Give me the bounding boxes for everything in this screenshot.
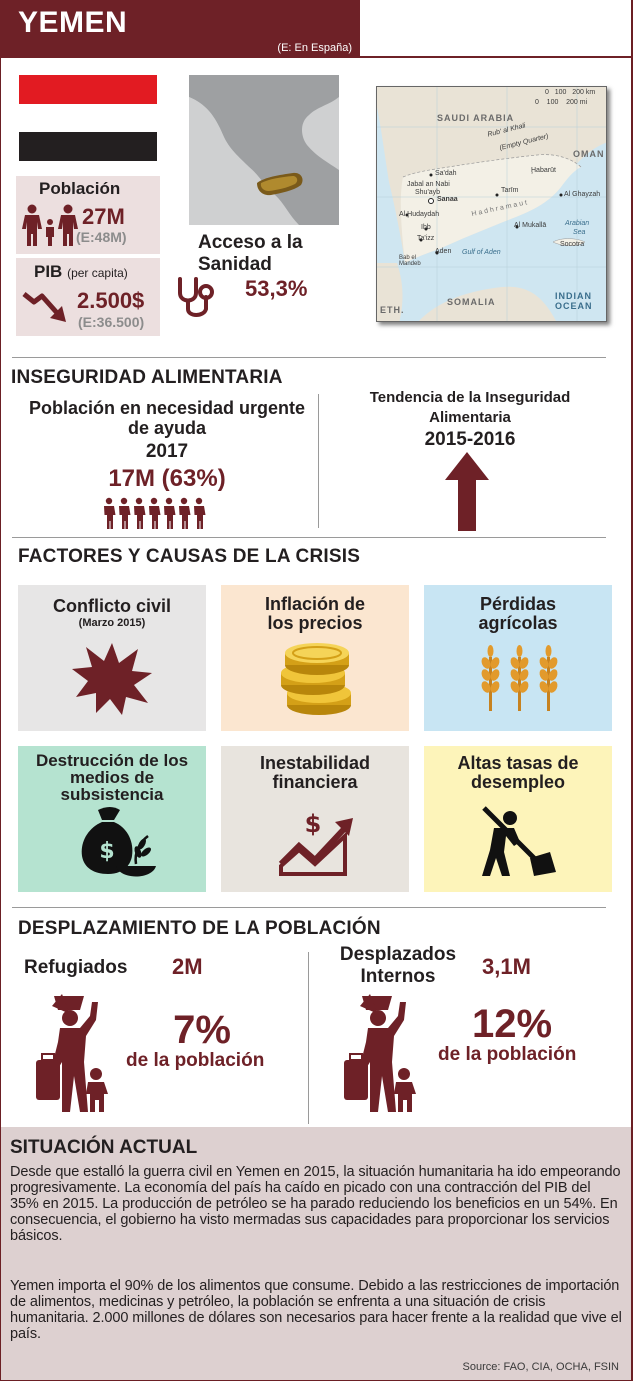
wheat-icon [480,643,560,711]
coins-icon [275,639,359,721]
svg-text:$: $ [304,810,322,838]
map-label-al-mukalla: Al Mukallā [514,222,547,229]
refugees-percent: 7% [173,1008,231,1052]
divider-displacement [12,907,606,908]
map-label-habarut: Ḩabarūt [531,167,556,174]
map-label-oman: OMAN [573,149,605,159]
yemen-flag [19,75,157,161]
gdp-value: 2.500$ [77,288,145,313]
factor-card-financial [221,746,409,892]
map-label-socotra: Socotra [560,241,585,248]
population-label: Población [39,179,121,198]
title-bar [0,0,360,58]
people-row-icon [103,497,211,529]
flag-stripe-white [19,104,157,133]
map-label-aden: Aden [435,248,452,255]
internal-percent: 12% [471,1002,553,1046]
refugees-label: Refugiados [24,957,128,978]
refugees-value: 2M [172,954,203,979]
money-bag-icon [76,806,158,884]
need-label: Población en necesidad urgente de ayuda [28,398,306,438]
factor-card-conflict [18,585,206,731]
map-label-empty-quarter: (Empty Quarter) [498,133,550,152]
map-label-saudi-arabia: SAUDI ARABIA [437,113,515,123]
divider-factors [12,537,606,538]
stethoscope-icon [174,275,222,321]
factor-label: Conflicto civil [52,596,171,616]
situation-paragraph-1: Desde que estalló la guerra civil en Yemen en 2015, la situación humanitaria ha ido empeorando progresivamente. La economía del país ha caído en picado con una contracción del PIB del 35% en 2015. La producción de petróleo se ha parado reduciendo los beneficios en un 54%. En consecuencia, el gobierno ha visto mermadas sus capacidades para proporcionar los servicios básicos. [10,1164,621,1244]
refugee-family-icon [32,992,116,1114]
displacement-section-title: DESPLAZAMIENTO DE LA POBLACIÓN [18,918,381,939]
map-label-sanaa: Sanaa [437,196,458,203]
map-label-tarim: Tarīm [501,187,519,194]
region-locator-map [189,75,339,225]
map-label-rub-al-khali: Rub' al Khali [486,122,527,139]
displaced-family-icon [340,992,424,1114]
factor-card-inflation [221,585,409,731]
trend-label: Tendencia de la Inseguridad Alimentaria [369,389,571,426]
page-title: YEMEN [18,6,128,39]
map-label-bab-el-mandeb: Bab el Mandeb [399,255,421,267]
factor-label: Altas tasas de desempleo [457,753,579,792]
flag-stripe-black [19,132,157,161]
map-label-ibb: Ibb [421,224,431,231]
situation-title: SITUACIÓN ACTUAL [10,1137,198,1158]
page-subtitle: (E: En España) [277,42,352,54]
source-note: Source: FAO, CIA, OCHA, FSIN [462,1361,619,1373]
gdp-box [16,258,160,336]
map-scale-km: 0 100 200 km [545,89,596,96]
trend-down-icon [22,288,72,328]
factor-label: Inestabilidad financiera [259,753,371,792]
gdp-label-suffix: (per capita) [67,266,128,280]
internal-percent-label: de la población [438,1044,577,1065]
factor-label: Destrucción de los medios de subsistencia [35,751,189,804]
svg-text:$: $ [99,839,115,864]
situation-panel [1,1127,631,1380]
arabian-peninsula-shape [189,75,339,225]
factor-label: Inflación de los precios [264,594,365,633]
divider-food [12,357,606,358]
map-label-hadhramaut: Hadhramaut [470,198,530,219]
map-label-ethiopia: ETH. [380,305,405,315]
arrow-up-icon [445,452,489,531]
internal-label: Desplazados Internos [339,944,457,987]
chart-dollar-icon [277,808,357,878]
header-divider [360,56,633,58]
map-label-sadah: Sa'dah [435,170,457,177]
food-vertical-divider [318,394,319,528]
map-label-taizz: Ta'izz [417,235,435,242]
factors-section-title: FACTORES Y CAUSAS DE LA CRISIS [18,546,361,567]
gdp-spain: (E:36.500) [78,314,145,330]
factor-sublabel: (Marzo 2015) [78,617,146,629]
factor-card-agriculture [424,585,612,731]
map-label-somalia: SOMALIA [447,297,496,307]
gdp-label: PIB (per capita) [34,262,128,281]
situation-paragraph-2: Yemen importa el 90% de los alimentos que consume. Debido a las restricciones de importación de alimentos, medicinas y petróleo, la población se enfrenta a una situación de crisis humanitaria. 2.000 millones de dólares son necesarios para hacer frente a la realidad que vive el país. [10,1278,622,1342]
population-spain: (E:48M) [76,229,127,245]
refugees-percent-label: de la población [126,1050,265,1071]
population-value: 27M [82,204,125,229]
explosion-icon [70,641,154,717]
internal-value: 3,1M [482,954,531,979]
worker-icon [480,806,560,878]
displacement-vertical-divider [308,952,309,1124]
map-label-arabian-sea: Arabian [565,220,590,227]
factor-card-livelihood [18,746,206,892]
factor-card-unemployment [424,746,612,892]
population-box [16,176,160,254]
map-label-al-hudaydah: Al Ḩudaydah [399,211,440,218]
health-value: 53,3% [245,276,308,301]
map-scale-mi: 0 100 200 mi [535,99,588,106]
map-label-jabal: Jabal an Nabi [407,181,450,188]
factor-label: Pérdidas agrícolas [478,594,558,633]
map-label-shuayb: Shu'ayb [415,189,441,196]
map-label-al-ghayzah: Al Ghayzah [564,191,601,198]
yemen-country-map [376,86,607,322]
need-value: 17M (63%) [108,465,226,492]
trend-years: 2015-2016 [424,429,516,450]
map-label-indian-ocean: INDIAN OCEAN [555,291,593,311]
need-year: 2017 [145,441,189,462]
food-section-title: INSEGURIDAD ALIMENTARIA [11,367,283,388]
map-label-arabian-sea-2: Sea [573,229,586,236]
family-icon [21,204,79,248]
flag-stripe-red [19,75,157,104]
health-label: Acceso a la Sanidad [198,232,303,275]
map-label-gulf-of-aden: Gulf of Aden [462,249,501,256]
